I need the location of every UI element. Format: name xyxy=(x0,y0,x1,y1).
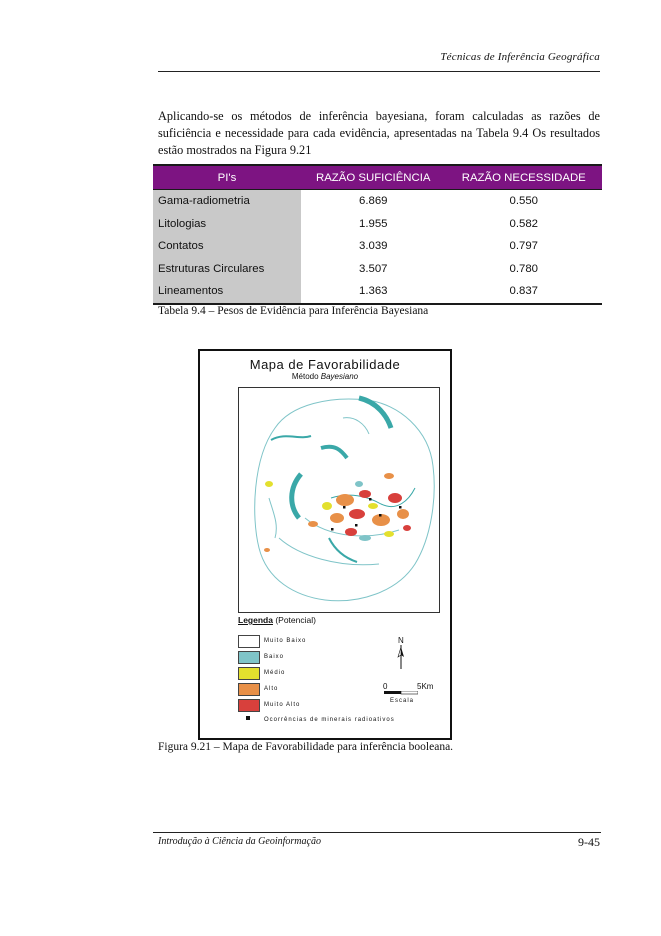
map-title: Mapa de Favorabilidade xyxy=(249,357,401,372)
sufficiency-ratio: 3.507 xyxy=(358,262,388,275)
legend-swatch-muito-baixo xyxy=(238,635,260,648)
legend-swatch-medio xyxy=(238,667,260,680)
legend-heading: Legenda xyxy=(238,615,273,625)
map-subtitle-method: Bayesiano xyxy=(320,372,359,381)
header-rule xyxy=(158,71,600,72)
favorability-map-figure xyxy=(198,349,452,740)
favorability-patches xyxy=(264,473,411,552)
table-row xyxy=(153,190,602,213)
running-header: Técnicas de Inferência Geográfica xyxy=(440,51,600,63)
table-header-cell: RAZÃO NECESSIDADE xyxy=(446,165,603,190)
running-footer: Introdução à Ciência da Geoinformação xyxy=(158,836,321,847)
table-row xyxy=(153,258,602,281)
evidence-name: Gama-radiometria xyxy=(153,190,301,213)
necessity-ratio: 0.797 xyxy=(509,240,538,253)
legend-swatch-baixo xyxy=(238,651,260,664)
legend-label: Baixo xyxy=(264,654,285,660)
table-row xyxy=(153,213,602,236)
scale-zero: 0 xyxy=(383,682,388,691)
table-header-cell: RAZÃO SUFICIÊNCIA xyxy=(301,165,446,190)
necessity-ratio: 0.582 xyxy=(509,217,538,230)
sufficiency-ratio: 6.869 xyxy=(358,195,388,208)
figure-caption: Figura 9.21 – Mapa de Favorabilidade para inferência booleana. xyxy=(158,741,454,753)
north-label: N xyxy=(398,636,404,645)
legend-label: Muito Baixo xyxy=(264,638,307,644)
necessity-ratio: 0.780 xyxy=(509,262,538,275)
north-arrow-icon xyxy=(397,645,405,669)
necessity-ratio: 0.550 xyxy=(509,195,538,208)
occurrence-symbol xyxy=(246,716,250,720)
legend-heading-detail: (Potencial) xyxy=(272,615,316,625)
map-subtitle-prefix: Método xyxy=(291,372,321,381)
scale-distance: 5Km xyxy=(417,682,434,691)
sufficiency-ratio: 1.955 xyxy=(358,217,388,230)
legend-label: Muito Alto xyxy=(264,702,301,708)
legend-swatch-muito-alto xyxy=(238,699,260,712)
scale-bar xyxy=(384,691,418,697)
evidence-name: Litologias xyxy=(153,213,301,236)
table-row xyxy=(153,235,602,258)
occurrences-label: Ocorrências de minerais radioativos xyxy=(264,717,395,723)
legend-label: Médio xyxy=(264,670,286,676)
map-graphic xyxy=(239,388,439,612)
footer-rule xyxy=(153,832,601,833)
evidence-name: Estruturas Circulares xyxy=(153,258,301,281)
legend-title xyxy=(238,615,316,625)
map-canvas xyxy=(238,387,440,613)
evidence-weights-table xyxy=(153,164,602,305)
necessity-ratio: 0.837 xyxy=(446,280,603,304)
scale-label: Escala xyxy=(390,698,415,704)
table-header-row xyxy=(153,165,602,190)
sufficiency-ratio: 3.039 xyxy=(358,240,388,253)
intro-paragraph: Aplicando-se os métodos de inferência bayesiana, foram calculadas as razões de suficiência e necessidade para cada evidência, apresentadas na Tabela 9.4 Os resultados estão mostrados na Figura 9.21 xyxy=(158,109,600,157)
table-caption: Tabela 9.4 – Pesos de Evidência para Inferência Bayesiana xyxy=(158,305,429,317)
legend-label: Alto xyxy=(264,686,279,692)
table-header-cell: PI's xyxy=(153,165,301,190)
map-subtitle xyxy=(200,372,450,381)
evidence-name: Lineamentos xyxy=(153,280,301,304)
page-number: 9-45 xyxy=(578,835,600,849)
table-row xyxy=(153,280,602,304)
sufficiency-ratio: 1.363 xyxy=(301,280,446,304)
legend-swatch-alto xyxy=(238,683,260,696)
evidence-name: Contatos xyxy=(153,235,301,258)
north-arrow xyxy=(398,636,405,669)
